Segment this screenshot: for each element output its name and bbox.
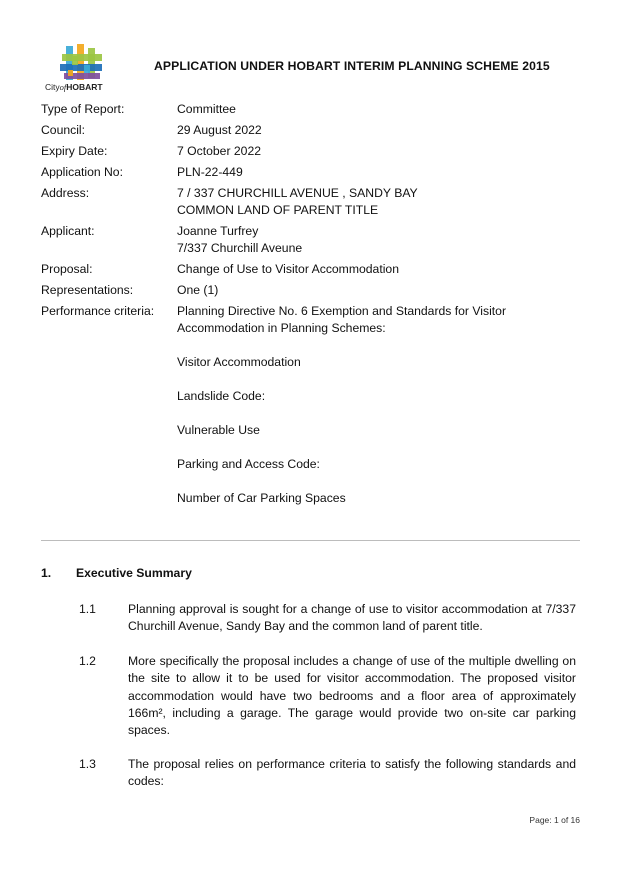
performance-criteria-label: Performance criteria: (41, 304, 155, 318)
criteria-item: Vulnerable Use (177, 423, 260, 437)
performance-criteria-list (177, 303, 537, 507)
expiry-value: 7 October 2022 (177, 144, 262, 158)
page-title: APPLICATION UNDER HOBART INTERIM PLANNING SCHEME 2015 (154, 59, 550, 73)
logo-name: HOBART (66, 82, 103, 92)
criteria-item: Number of Car Parking Spaces (177, 491, 346, 505)
representations-value: One (1) (177, 283, 219, 297)
applicant-label: Applicant: (41, 224, 95, 238)
row-performance-criteria (41, 303, 537, 507)
report-details (41, 101, 537, 511)
row-application-no (41, 164, 537, 181)
paragraph (79, 601, 576, 636)
paragraph-number: 1.1 (79, 602, 96, 616)
representations-label: Representations: (41, 283, 134, 297)
logo-of: of (59, 82, 67, 92)
applicant-line-2: 7/337 Churchill Aveune (177, 241, 303, 255)
logo-bar (60, 64, 102, 71)
council-value: 29 August 2022 (177, 123, 262, 137)
row-type (41, 101, 537, 118)
paragraph-text: The proposal relies on performance criteria to satisfy the following standards and codes: (128, 757, 576, 789)
row-applicant (41, 223, 537, 257)
criteria-item: Visitor Accommodation (177, 355, 301, 369)
page-number: Page: 1 of 16 (529, 815, 580, 825)
criteria-item: Planning Directive No. 6 Exemption and Standards for Visitor Accommodation in Planning Schemes: (177, 304, 507, 335)
paragraph-text: More specifically the proposal includes a change of use of the multiple dwelling on the site to allow it to be used for visitor accommodation. The proposed visitor accommodation would have two bedrooms and a floor area of approximately 166m², including a garage. The garage would provide two on-site car parking spaces. (128, 654, 576, 738)
section-heading (41, 566, 192, 580)
row-representations (41, 282, 537, 299)
address-label: Address: (41, 186, 90, 200)
logo-bar (72, 56, 78, 65)
paragraph-number: 1.2 (79, 654, 96, 668)
row-proposal (41, 261, 537, 278)
applicant-line-1: Joanne Turfrey (177, 224, 259, 238)
type-label: Type of Report: (41, 102, 125, 116)
type-value: Committee (177, 102, 236, 116)
address-line-2: COMMON LAND OF PARENT TITLE (177, 203, 379, 217)
section-title: Executive Summary (76, 566, 192, 580)
logo-bar (84, 65, 90, 73)
row-council (41, 122, 537, 139)
paragraph-number: 1.3 (79, 757, 96, 771)
logo-bar (68, 70, 73, 76)
council-label: Council: (41, 123, 86, 137)
proposal-label: Proposal: (41, 262, 93, 276)
paragraph (79, 653, 576, 739)
proposal-value: Change of Use to Visitor Accommodation (177, 262, 399, 276)
logo-prefix: City (45, 82, 60, 92)
paragraph (79, 756, 576, 791)
logo-bar (62, 54, 102, 61)
criteria-item: Landslide Code: (177, 389, 266, 403)
row-address (41, 185, 537, 219)
application-no-value: PLN-22-449 (177, 165, 243, 179)
row-expiry (41, 143, 537, 160)
applicant-value (177, 223, 537, 257)
application-no-label: Application No: (41, 165, 123, 179)
address-value (177, 185, 537, 219)
divider (41, 540, 580, 541)
paragraph-text: Planning approval is sought for a change of use to visitor accommodation at 7/337 Churchill Avenue, Sandy Bay and the common land of parent title. (128, 602, 576, 634)
expiry-label: Expiry Date: (41, 144, 108, 158)
section-number: 1. (41, 566, 52, 580)
logo-text (45, 82, 103, 92)
address-line-1: 7 / 337 CHURCHILL AVENUE , SANDY BAY (177, 186, 418, 200)
criteria-item: Parking and Access Code: (177, 457, 320, 471)
